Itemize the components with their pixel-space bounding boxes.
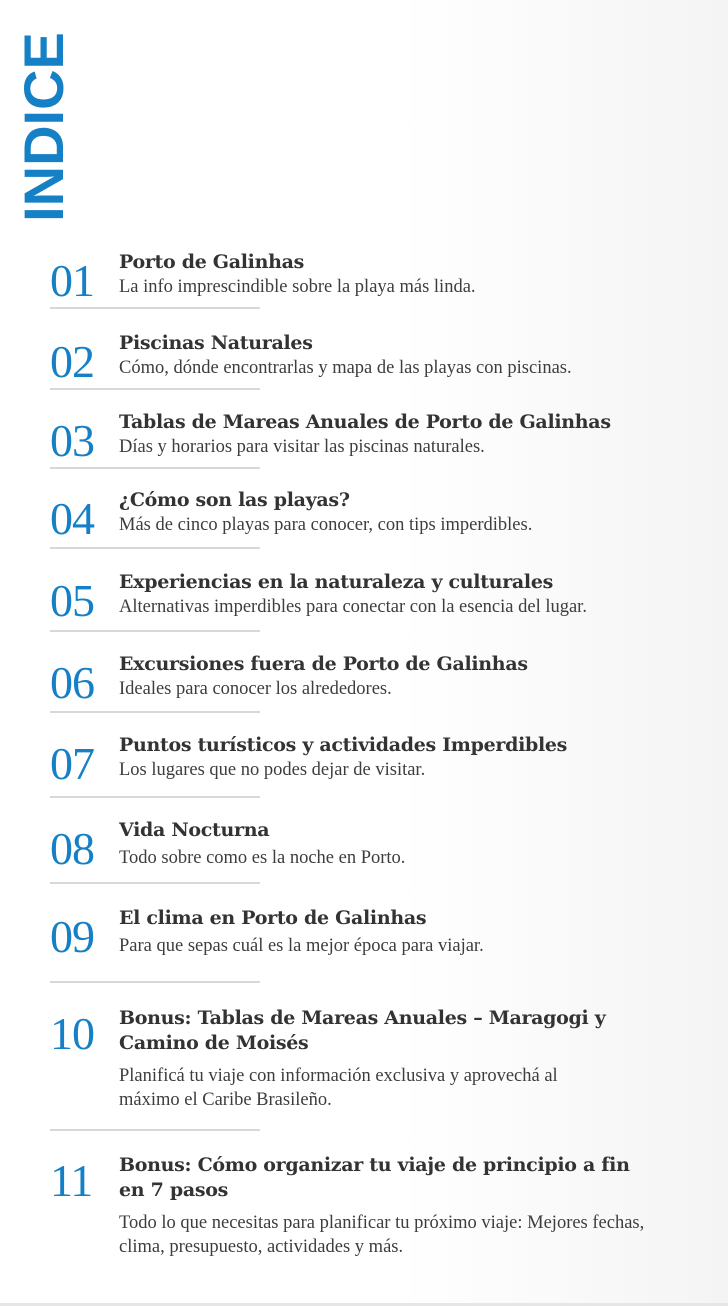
entry-text: [119, 570, 679, 619]
entry-description: Cómo, dónde encontrarlas y mapa de las playas con piscinas.: [119, 358, 572, 378]
divider: [50, 307, 260, 309]
entry-text: [119, 906, 679, 958]
entry-title: Puntos turísticos y actividades Imperdibles: [119, 734, 568, 756]
entry-title: El clima en Porto de Galinhas: [119, 907, 427, 929]
entry-text: [119, 818, 679, 870]
entry-text: [119, 652, 679, 701]
entry-description: Más de cinco playas para conocer, con tips imperdibles.: [119, 515, 533, 535]
entry-text: [119, 250, 679, 299]
divider: [50, 388, 260, 390]
entry-number: 07: [50, 738, 94, 789]
entry-description: Todo sobre como es la noche en Porto.: [119, 848, 406, 868]
entry-title: Piscinas Naturales: [119, 332, 313, 354]
entry-number: 09: [50, 911, 94, 962]
entry-description: Planificá tu viaje con información exclusiva y aprovechá al máximo el Caribe Brasileño.: [119, 1066, 558, 1110]
entry-number: 04: [50, 493, 94, 544]
divider: [50, 630, 260, 632]
index-heading-text: INDICE: [12, 32, 75, 222]
divider: [50, 882, 260, 884]
entry-title: Bonus: Tablas de Mareas Anuales – Maragogi y Camino de Moisés: [119, 1007, 606, 1054]
entry-title: Bonus: Cómo organizar tu viaje de principio a fin en 7 pasos: [119, 1154, 630, 1201]
entry-title: Tablas de Mareas Anuales de Porto de Galinhas: [119, 411, 611, 433]
divider: [50, 467, 260, 469]
entry-number: 11: [50, 1155, 93, 1206]
entry-number: 06: [50, 657, 94, 708]
entry-number: 03: [50, 415, 94, 466]
entry-number: 10: [50, 1008, 94, 1059]
entry-text: [119, 1006, 619, 1112]
entry-description: Días y horarios para visitar las piscinas naturales.: [119, 437, 485, 457]
divider: [50, 711, 260, 713]
entry-text: [119, 488, 679, 537]
entry-number: 08: [50, 823, 94, 874]
entry-title: Excursiones fuera de Porto de Galinhas: [119, 653, 528, 675]
entry-number: 02: [50, 336, 94, 387]
entry-text: [119, 1153, 659, 1259]
divider: [50, 1129, 260, 1131]
entry-description: La info imprescindible sobre la playa más linda.: [119, 277, 476, 297]
entry-description: Los lugares que no podes dejar de visitar.: [119, 760, 426, 780]
divider: [50, 981, 260, 983]
entry-description: Todo lo que necesitas para planificar tu próximo viaje: Mejores fechas, clima, presupuesto, actividades y más.: [119, 1213, 645, 1257]
entry-title: Porto de Galinhas: [119, 251, 305, 273]
entry-description: Alternativas imperdibles para conectar con la esencia del lugar.: [119, 597, 587, 617]
entry-text: [119, 733, 679, 782]
entry-description: Para que sepas cuál es la mejor época para viajar.: [119, 936, 484, 956]
entry-title: Experiencias en la naturaleza y culturales: [119, 571, 554, 593]
divider: [50, 547, 260, 549]
entry-number: 01: [50, 255, 94, 306]
divider: [50, 796, 260, 798]
entry-title: ¿Cómo son las playas?: [119, 489, 350, 511]
entry-number: 05: [50, 575, 94, 626]
entry-description: Ideales para conocer los alrededores.: [119, 679, 392, 699]
entry-text: [119, 331, 679, 380]
entry-text: [119, 410, 679, 459]
entry-title: Vida Nocturna: [119, 819, 270, 841]
index-heading: [12, 18, 75, 236]
